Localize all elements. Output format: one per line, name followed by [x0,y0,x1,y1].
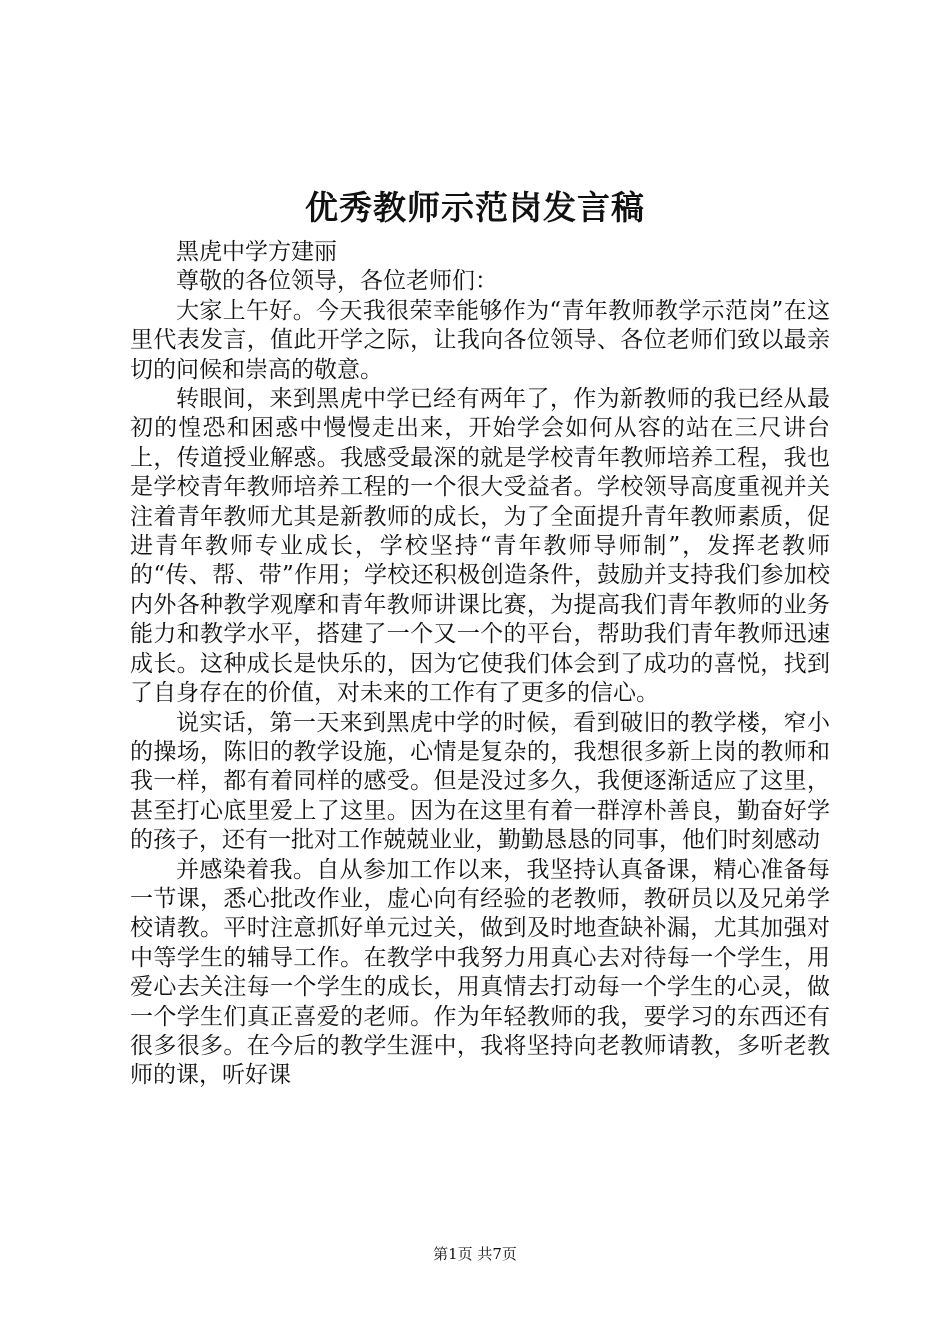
document-body [130,238,830,1091]
salutation: 尊敬的各位领导，各位老师们： [176,268,498,295]
author-line: 黑虎中学方建丽 [176,239,337,265]
paragraph-growth: 转眼间，来到黑虎中学已经有两年了，作为新教师的我已经从最初的惶恐和困惑中慢慢走出来，开始学会如何从容的站在三尺讲台上，传道授业解惑。我感受最深的就是学校青年教师培养工程，我也是学校青年教师培养工程的一个很大受益者。学校领导高度重视并关注着青年教师尤其是新教师的成长，为了全面提升青年教师素质，促进青年教师专业成长，学校坚持“青年教师导师制”，发挥老教师的“传、帮、带”作用；学校还积极创造条件，鼓励并支持我们参加校内外各种教学观摩和青年教师讲课比赛，为提高我们青年教师的业务能力和教学水平，搭建了一个又一个的平台，帮助我们青年教师迅速成长。这种成长是快乐的，因为它使我们体会到了成功的喜悦，找到了自身存在的价值，对未来的工作有了更多的信心。 [130,386,830,707]
paragraph-work: 并感染着我。自从参加工作以来，我坚持认真备课，精心准备每一节课，悉心批改作业，虚心向有经验的老教师，教研员以及兄弟学校请教。平时注意抓好单元过关，做到及时地查缺补漏，尤其加强对中等学生的辅导工作。在教学中我努力用真心去对待每一个学生，用爱心去关注每一个学生的成长，用真情去打动每一个学生的心灵，做一个学生们真正喜爱的老师。作为年轻教师的我，要学习的东西还有很多很多。在今后的教学生涯中，我将坚持向老教师请教，多听老教师的课，听好课 [130,856,830,1089]
paragraph-impression: 说实话，第一天来到黑虎中学的时候，看到破旧的教学楼，窄小的操场，陈旧的教学设施，心情是复杂的，我想很多新上岗的教师和我一样，都有着同样的感受。但是没过多久，我便逐渐适应了这里，甚至打心底里爱上了这里。因为在这里有着一群淳朴善良，勤奋好学的孩子，还有一批对工作兢兢业业，勤勤恳恳的同事，他们时刻感动 [130,709,830,854]
paragraph-greeting: 大家上午好。今天我很荣幸能够作为“青年教师教学示范岗”在这里代表发言，值此开学之际，让我向各位领导、各位老师们致以最亲切的问候和崇高的敬意。 [130,297,830,383]
page-number-footer: 第1页 共7页 [433,1245,517,1263]
document-title: 优秀教师示范岗发言稿 [305,188,645,227]
